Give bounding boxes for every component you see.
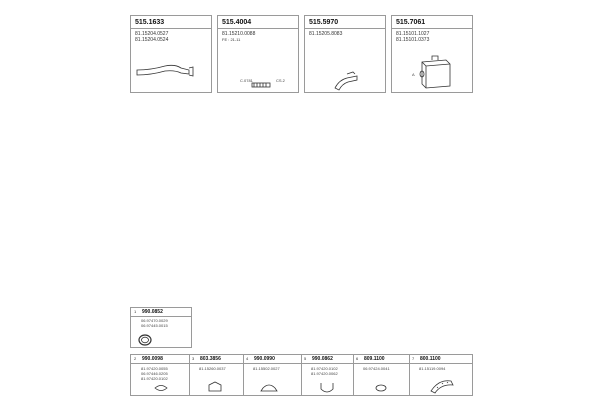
muffler-edge bbox=[422, 62, 450, 88]
exhaust-pipe-drawing bbox=[131, 16, 213, 94]
part-card-code: 515.7061 bbox=[396, 19, 426, 26]
part-card-3 bbox=[304, 15, 386, 93]
part-ref: 06.97424.0041 bbox=[363, 366, 390, 371]
flex-body bbox=[252, 83, 270, 87]
part-ref: 81.97420.0055 bbox=[141, 366, 168, 371]
u-bolt-shape bbox=[321, 383, 333, 392]
part-ref: 06.97445.0015 bbox=[141, 323, 168, 328]
strap-drawing bbox=[409, 355, 474, 397]
part-ref: 81.97420.0102 bbox=[311, 366, 338, 371]
part-cell-6 bbox=[353, 355, 409, 397]
part-code: 990.0862 bbox=[312, 356, 333, 362]
part-number: 5 bbox=[304, 356, 307, 361]
part-number: 4 bbox=[246, 356, 249, 361]
parts-row-box bbox=[130, 354, 473, 396]
part-card-ref: 81.15204.0524 bbox=[135, 37, 169, 43]
part-card-code: 515.5970 bbox=[309, 19, 339, 26]
clamp-band bbox=[155, 386, 167, 391]
pipe-outline bbox=[137, 65, 189, 75]
bracket-drawing bbox=[189, 355, 243, 397]
part-number: 7 bbox=[412, 356, 415, 361]
u-bolt-drawing bbox=[301, 355, 353, 397]
part-number: 3 bbox=[192, 356, 195, 361]
part-card-1 bbox=[130, 15, 212, 93]
part-ref: 81.15260.0037 bbox=[199, 366, 226, 371]
part-number: 6 bbox=[356, 356, 359, 361]
part-ref: 81.97420.0062 bbox=[311, 371, 338, 376]
part-card-note: A bbox=[412, 72, 415, 77]
part-card-code: 515.4004 bbox=[222, 19, 252, 26]
muffler-drawing bbox=[392, 16, 474, 94]
part-cell-5 bbox=[301, 355, 353, 397]
part-card-4 bbox=[391, 15, 473, 93]
part-cell-2 bbox=[131, 355, 189, 397]
part-code: 990.0990 bbox=[254, 356, 275, 362]
part-ref: 81.97420.0102 bbox=[141, 376, 168, 381]
part-card-ref: FE : 21-11 bbox=[222, 37, 241, 42]
pipe-flange bbox=[189, 67, 193, 76]
part-card-2 bbox=[217, 15, 299, 93]
flex-pipe-drawing bbox=[218, 16, 300, 94]
part-card-ref: 81.15210.0088 bbox=[222, 31, 256, 37]
part-card-note: C.0781 bbox=[240, 78, 253, 83]
hanger-shape bbox=[261, 385, 277, 391]
part-cell-4 bbox=[243, 355, 301, 397]
part-card-ref: 81.15101.0373 bbox=[396, 37, 430, 43]
ring-inner bbox=[142, 337, 149, 343]
part-card-ref: 81.15101.1027 bbox=[396, 31, 430, 37]
part-code: 800.1100 bbox=[420, 356, 441, 362]
clamp-drawing bbox=[131, 355, 189, 397]
seal-ring bbox=[376, 385, 386, 391]
part-ref: 81.15119.0094 bbox=[419, 366, 446, 371]
strap-shape bbox=[431, 381, 453, 393]
part-card-note: CS.2 bbox=[276, 78, 285, 83]
gasket-ring-drawing bbox=[131, 308, 193, 349]
part-cell-3 bbox=[189, 355, 243, 397]
part-ref: 81.15502.0027 bbox=[253, 366, 280, 371]
part-code: 803.3856 bbox=[200, 356, 221, 362]
bent-pipe-drawing bbox=[305, 16, 387, 94]
part-number: 2 bbox=[134, 356, 137, 361]
part-ref: 06.97446.0205 bbox=[141, 371, 168, 376]
part-ref: 06.97470.0029 bbox=[141, 318, 168, 323]
single-part-box bbox=[130, 307, 192, 348]
muffler-outlet bbox=[432, 56, 438, 60]
part-code: 990.0098 bbox=[142, 356, 163, 362]
ring-outer bbox=[139, 335, 151, 345]
part-cell-7 bbox=[409, 355, 474, 397]
part-code: 809.1100 bbox=[364, 356, 385, 362]
seal-drawing bbox=[353, 355, 409, 397]
pipe-end bbox=[347, 72, 355, 74]
part-card-code: 515.1633 bbox=[135, 19, 165, 26]
bracket-shape bbox=[209, 382, 221, 391]
pipe-outline bbox=[335, 76, 357, 90]
part-card-ref: 81.15204.0527 bbox=[135, 31, 169, 37]
flex-corrugation bbox=[254, 83, 266, 87]
part-number: 1 bbox=[134, 309, 137, 314]
part-card-ref: 81.15205.8083 bbox=[309, 31, 343, 37]
hanger-drawing bbox=[243, 355, 301, 397]
part-code: 990.0852 bbox=[142, 309, 163, 315]
